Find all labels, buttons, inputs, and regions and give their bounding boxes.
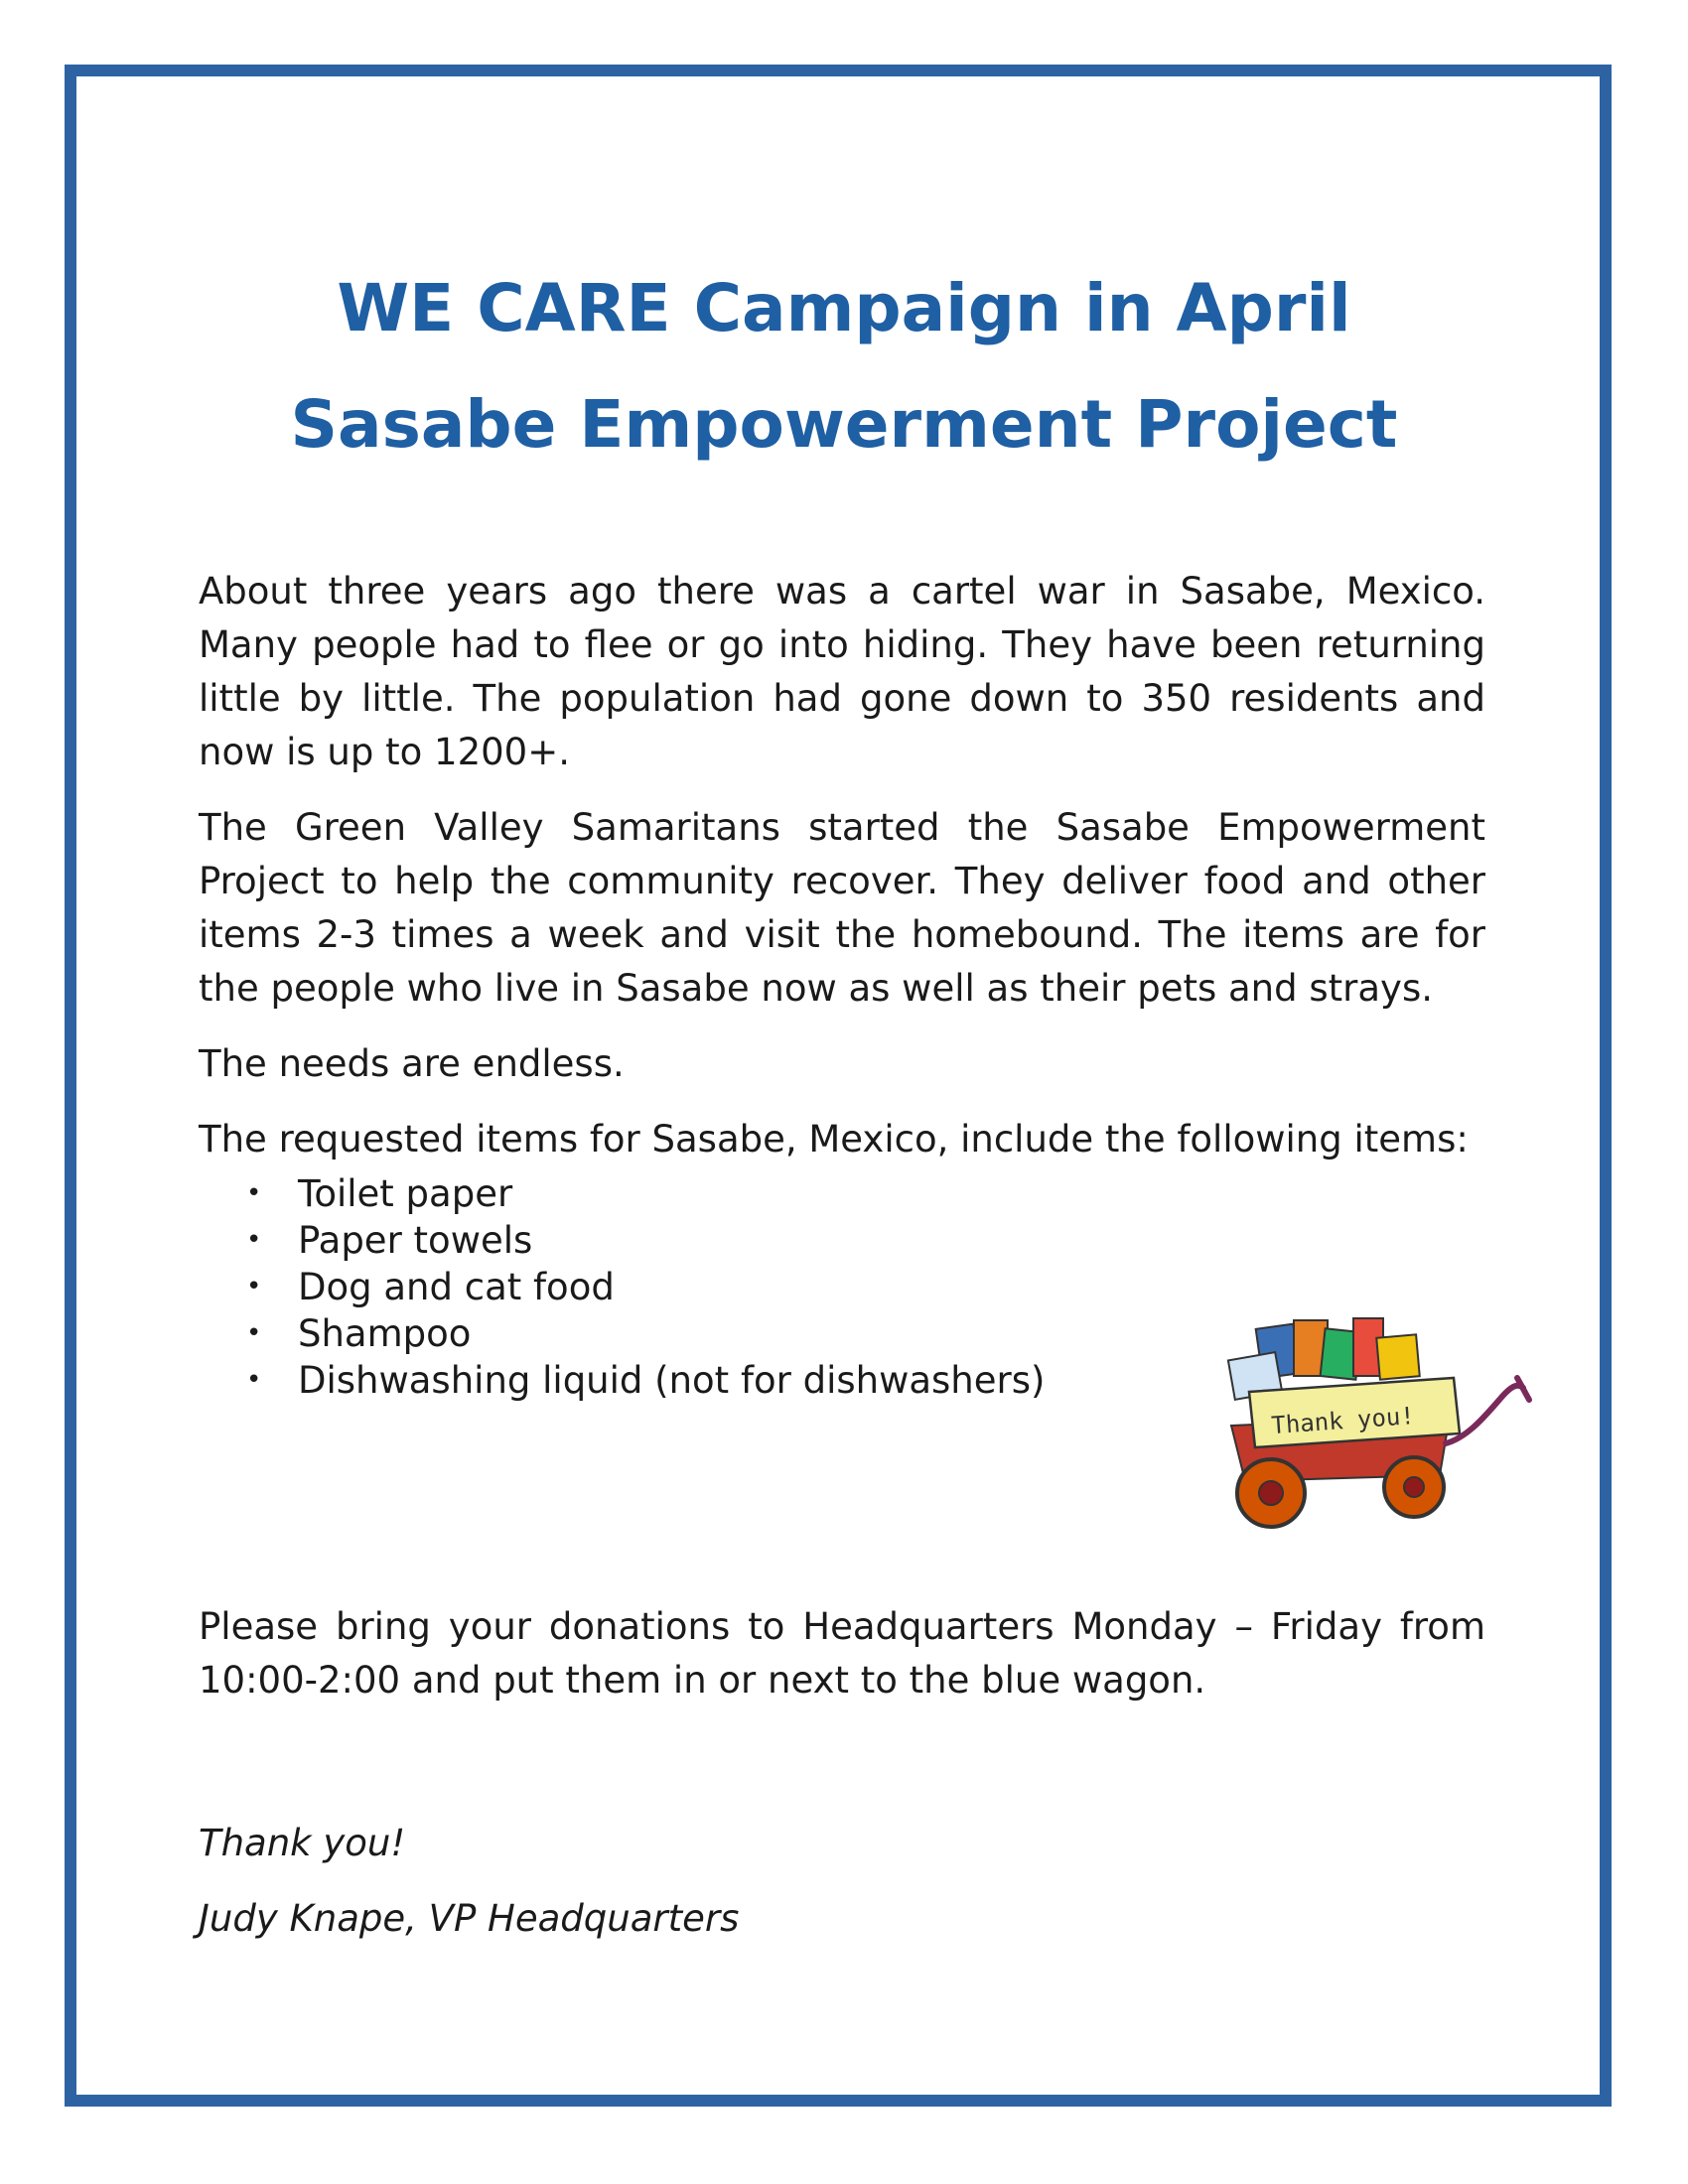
signature-text: Judy Knape, VP Headquarters xyxy=(199,1897,740,1940)
body-content xyxy=(199,565,1485,1404)
thank-you-text: Thank you! xyxy=(199,1822,406,1864)
paragraph-history: About three years ago there was a cartel war in Sasabe, Mexico. Many people had to flee or go into hiding. They have been returning little by little. The population had gone down to 350 residents and now is up to 1200+. xyxy=(199,570,1485,773)
list-item: • Toilet paper xyxy=(246,1172,513,1215)
package-box xyxy=(1376,1334,1420,1379)
list-item: • Dishwashing liquid (not for dishwashers) xyxy=(246,1359,1046,1402)
title-line-1: WE CARE Campaign in April xyxy=(337,270,1351,346)
list-item: • Shampoo xyxy=(246,1312,472,1355)
title-line-2: Sasabe Empowerment Project xyxy=(290,386,1398,463)
bullet-icon: • xyxy=(246,1365,262,1395)
bullet-icon: • xyxy=(246,1318,262,1348)
paragraph-needs: The needs are endless. xyxy=(199,1042,625,1085)
closing-paragraph: Please bring your donations to Headquarters Monday – Friday from 10:00-2:00 and put them in or next to the blue wagon. xyxy=(199,1605,1485,1702)
bullet-icon: • xyxy=(246,1225,262,1255)
sign-text: Thank you! xyxy=(1270,1402,1416,1440)
paragraph-request: The requested items for Sasabe, Mexico, include the following items: xyxy=(199,1118,1469,1160)
bullet-icon: • xyxy=(246,1272,262,1301)
paragraph-project: The Green Valley Samaritans started the Sasabe Empowerment Project to help the community recover. They deliver food and other items 2-3 times a week and visit the homebound. The items are for the people who live in Sasabe now as well as their pets and strays. xyxy=(199,806,1485,1010)
wagon-illustration xyxy=(1219,1316,1535,1533)
bullet-icon: • xyxy=(246,1178,262,1208)
list-item: • Paper towels xyxy=(246,1219,533,1262)
list-item: • Dog and cat food xyxy=(246,1266,615,1308)
